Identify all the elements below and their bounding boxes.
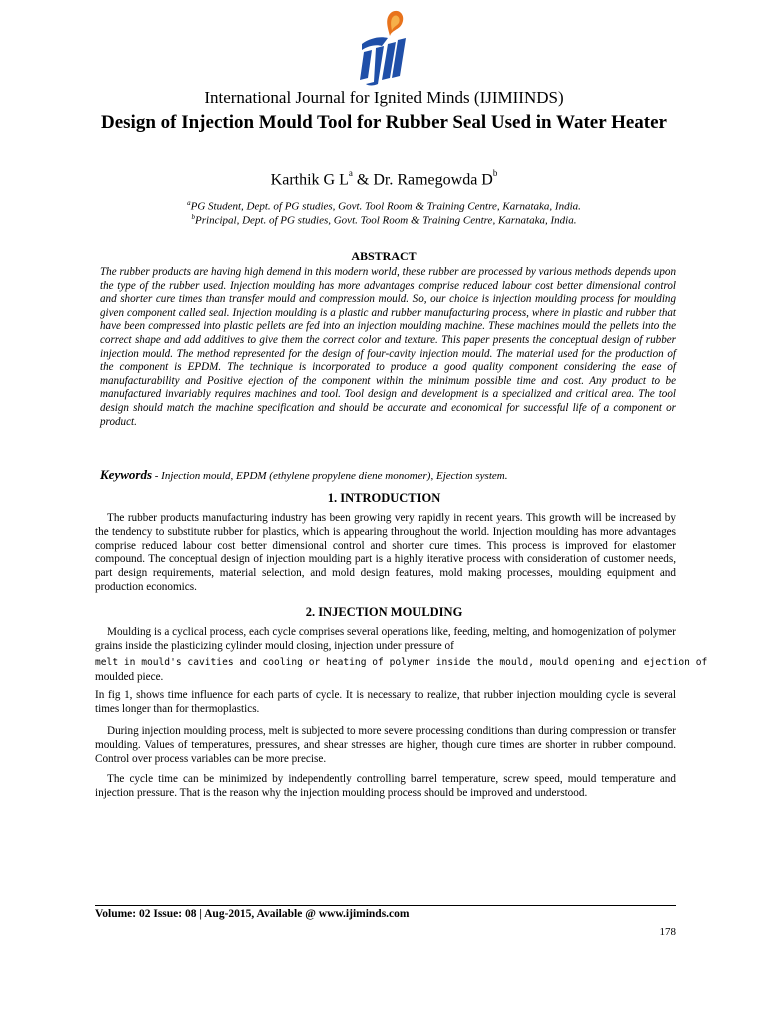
affiliation-1-text: PG Student, Dept. of PG studies, Govt. Tool Room & Training Centre, Karnataka, India.: [190, 200, 581, 213]
abstract-text: The rubber products are having high demend in this modern world, these rubber are processed by various methods depends upon the type of the rubber used. Injection moulding has more advantages comprise reduced labour cost better dimensional control and shorter cure times than transfer mould and compression mould. So, our choice is injection moulding process for moulding given component called seal. Injection moulding is a plastic and rubber manufacturing process, where in plastic and rubber that have been compressed into plastic pellets are fed into an injection moulding machine. These machines mould the pellets into the correct shape and add additives to give them the correct color and texture. This paper presents the conceptual design of rubber injection mould. The method represented for the design of four-cavity injection mould. The material used for the production of the component is EPDM. The technique is incorporated to produce a good quality component considering the ease of manufacturability and Positive ejection of the component within the minimum possible time and cost. Any product to be manufactured invariably requires machines and tool. Tool design and development is a specialized and critical area. The tool design should match the machine specification and should be accurate and economical for successful life of a component or product.: [100, 266, 676, 428]
im-para1-line-c: moulded piece.: [95, 671, 164, 684]
keywords: [100, 467, 676, 483]
affiliation-2: [0, 213, 768, 227]
paper-title: Design of Injection Mould Tool for Rubber Seal Used in Water Heater: [101, 112, 667, 133]
author-1: Karthik G L: [270, 171, 349, 189]
author-1-sup: a: [348, 168, 353, 178]
affiliation-2-sup: b: [191, 213, 196, 221]
section-heading-injection-moulding: 2. INJECTION MOULDING: [305, 605, 463, 619]
abstract-heading: ABSTRACT: [351, 249, 417, 263]
affiliation-1-sup: a: [187, 199, 191, 207]
footer-citation: Volume: 02 Issue: 08 | Aug-2015, Available @ www.ijiminds.com: [95, 908, 410, 920]
author-line: [0, 170, 768, 189]
injection-moulding-paragraph-2: In fig 1, shows time influence for each parts of cycle. It is necessary to realize, that rubber injection moulding cycle is several times longer than for thermoplastics.: [95, 689, 676, 715]
journal-name: International Journal for Ignited Minds (IJIMIINDS): [204, 88, 564, 107]
im-para1-line-b: melt in mould's cavities and cooling or heating of polymer inside the mould, mould opening and ejection of: [95, 656, 708, 668]
affiliation-1: [0, 199, 768, 213]
author-2-sup: b: [492, 168, 498, 178]
keywords-label: Keywords: [100, 467, 152, 482]
keywords-text: - Injection mould, EPDM (ethylene propylene diene monomer), Ejection system.: [152, 470, 508, 482]
author-2: Dr. Ramegowda D: [373, 171, 493, 189]
footer-divider: [95, 905, 676, 906]
journal-logo-icon: [348, 6, 420, 88]
author-separator: &: [352, 171, 374, 189]
section-heading-introduction: 1. INTRODUCTION: [327, 491, 441, 505]
page-number: 178: [659, 926, 676, 938]
injection-moulding-paragraph-1: [95, 626, 708, 685]
im-para1-line-a: Moulding is a cyclical process, each cycle comprises several operations like, feeding, melting, and homogenization of polymer grains inside the plasticizing cylinder mould closing, injection under pressure of: [95, 626, 676, 652]
affiliation-2-text: Principal, Dept. of PG studies, Govt. Tool Room & Training Centre, Karnataka, India.: [195, 214, 577, 227]
injection-moulding-paragraph-4: The cycle time can be minimized by independently controlling barrel temperature, screw speed, mould temperature and injection pressure. That is the reason why the injection moulding process should be improved and understood.: [95, 773, 676, 799]
injection-moulding-paragraph-3: During injection moulding process, melt is subjected to more severe processing conditions than during compression or transfer moulding. Values of temperatures, pressures, and shear stresses are higher, though cure times are shorter in rubber compound. Control over process variables can be more precise.: [95, 725, 676, 765]
introduction-paragraph: The rubber products manufacturing industry has been growing very rapidly in recent years. This growth will be increased by the tendency to substitute rubber for plastics, which is appearing throughout the world. Injection moulding has more advantages comprise reduced labour cost better dimensional control and shorter cure times. This process is improved for elastomer compound. The conceptual design of injection moulding part is a highly iterative process with consideration of customer needs, part design requirements, material selection, and mold design features, mold making processes, moulding equipment and production economics.: [95, 512, 676, 593]
